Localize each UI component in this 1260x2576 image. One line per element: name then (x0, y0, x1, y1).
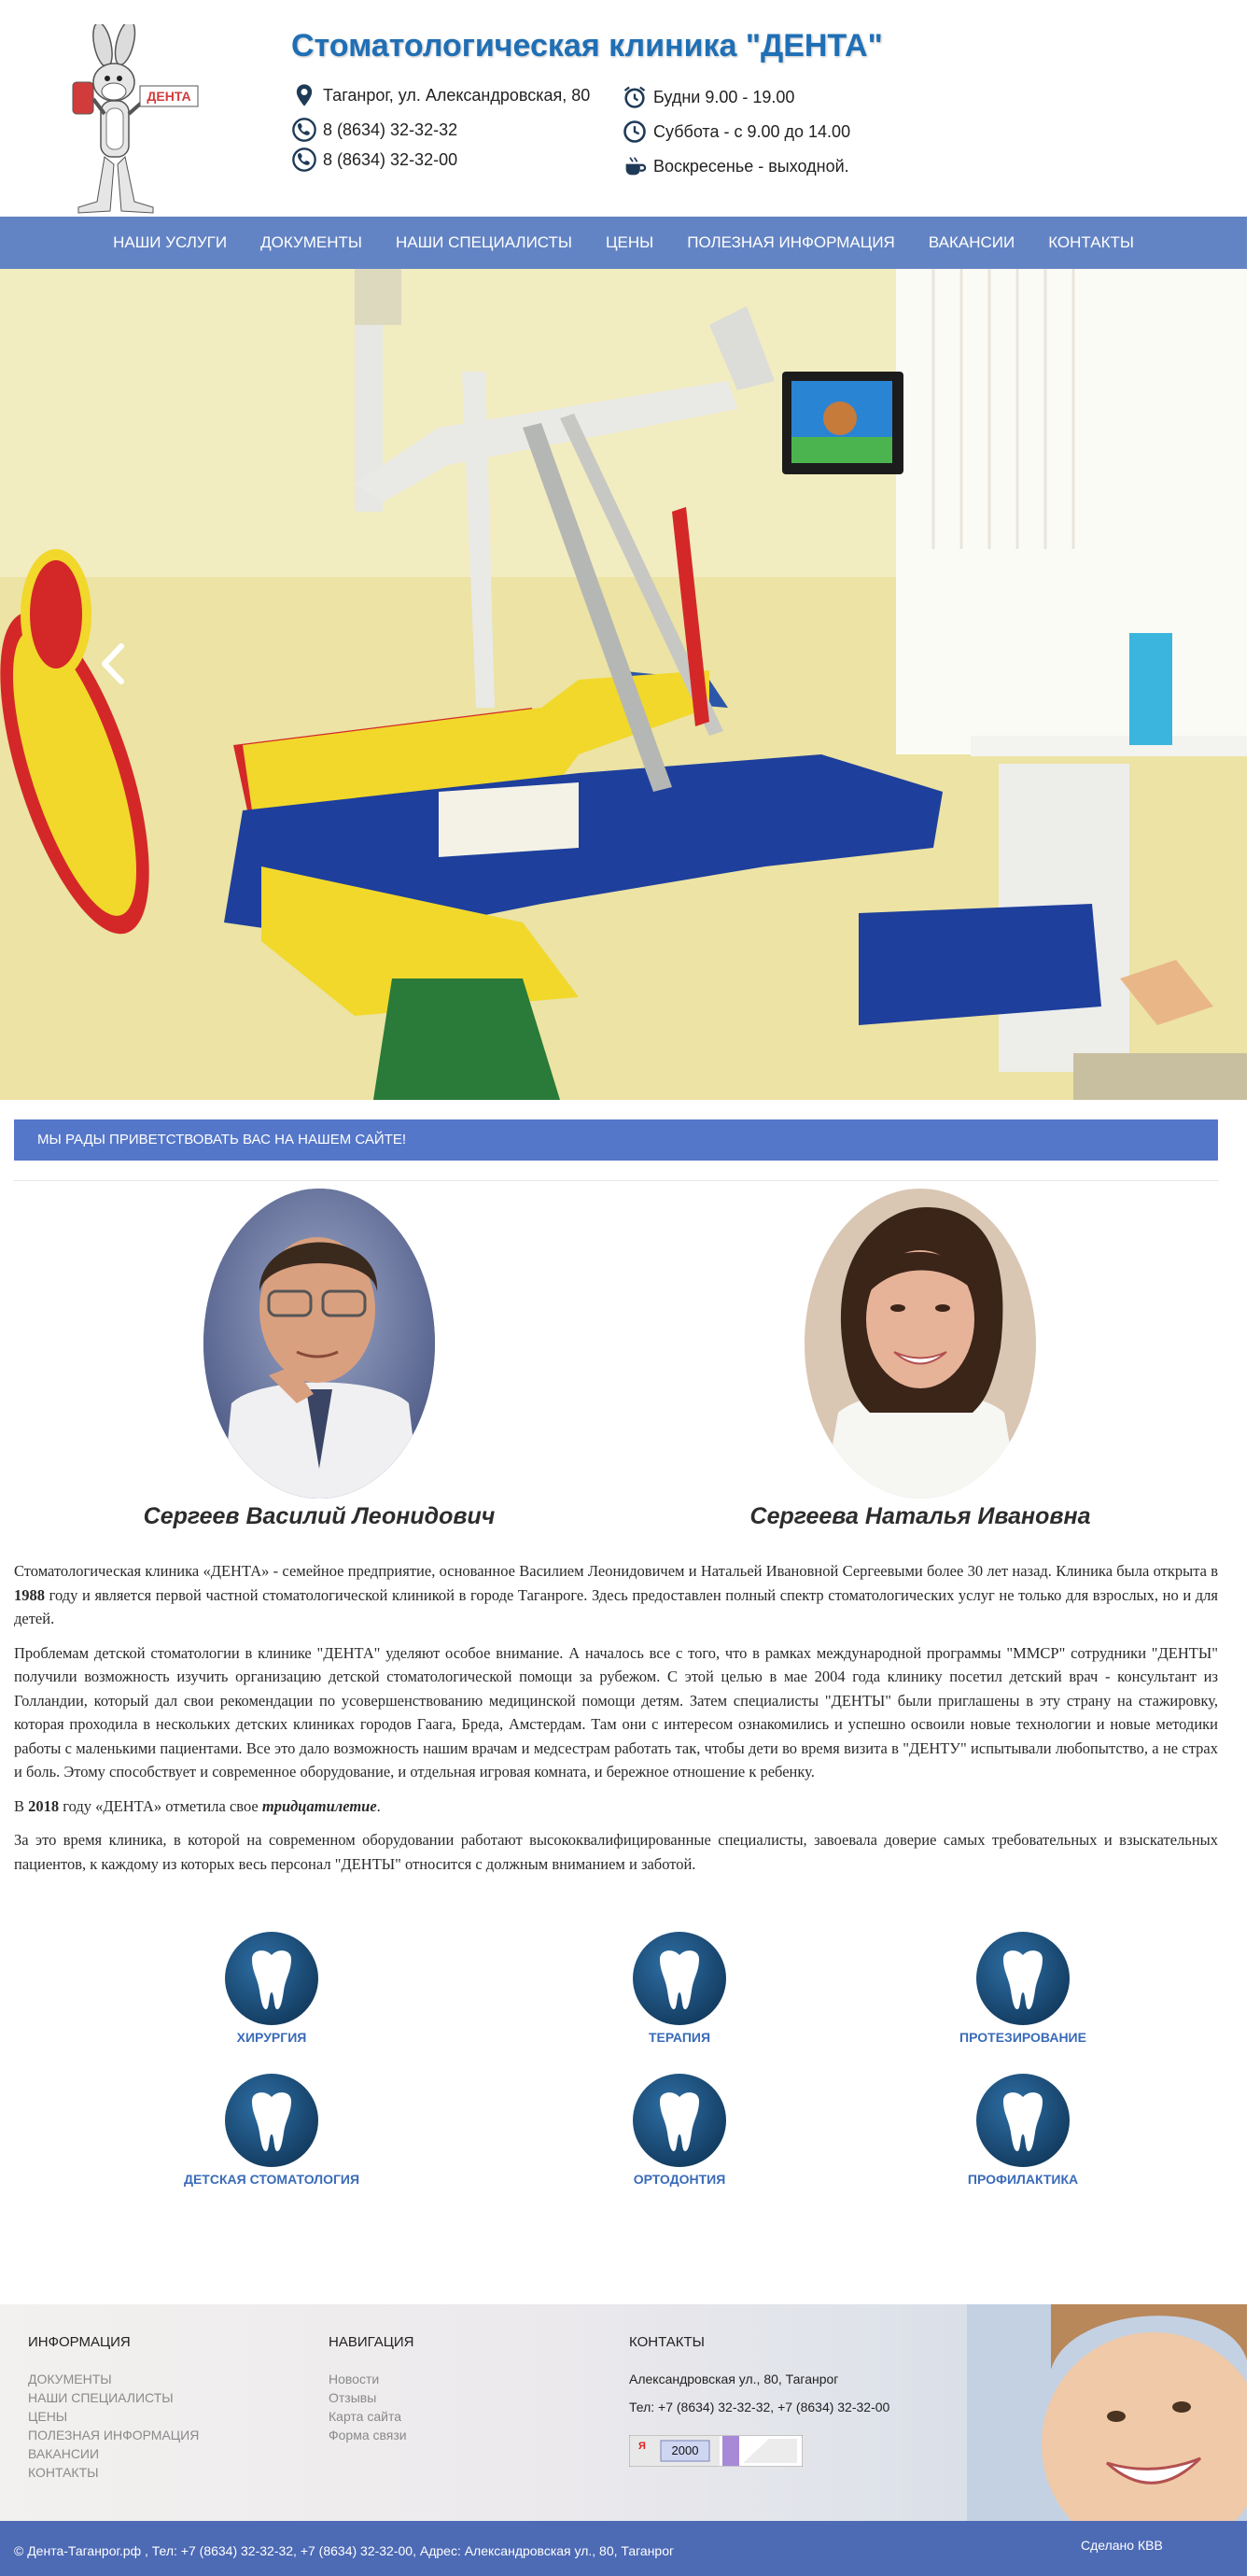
phone-icon (291, 147, 317, 173)
footer-phones: Тел: +7 (8634) 32-32-32, +7 (8634) 32-32-00 (629, 2400, 890, 2414)
service-orthodontics[interactable] (558, 2073, 801, 2187)
founder-portrait-male (203, 1189, 435, 1499)
footer-contacts-heading: КОНТАКТЫ (629, 2334, 705, 2350)
footer-link-reviews[interactable]: Отзывы (329, 2390, 377, 2405)
site-title: Стоматологическая клиника "ДЕНТА" (291, 28, 883, 63)
coffee-cup-icon (622, 153, 648, 179)
footer-link-contact-form[interactable]: Форма связи (329, 2428, 407, 2442)
svg-text:ДЕНТА: ДЕНТА (147, 89, 191, 104)
tooth-icon (632, 1931, 727, 2026)
tooth-icon (975, 2073, 1071, 2168)
header (0, 0, 1260, 217)
divider (14, 1180, 1218, 1181)
footer-address: Александровская ул., 80, Таганрог (629, 2372, 839, 2386)
footer-child-photo (967, 2304, 1247, 2521)
footer-nav-heading: НАВИГАЦИЯ (329, 2334, 414, 2350)
hours-saturday-text: Суббота - с 9.00 до 14.00 (653, 121, 851, 141)
about-paragraph-4: За это время клиника, в которой на современном оборудовании работают высококвалифицированные специалисты, завоевала доверие самых требовательных и взыскательных пациентов, к каждому из которых весь персонал "ДЕНТЫ" относится с должным вниманием и заботой. (14, 1831, 1218, 1873)
hours-weekdays-text: Будни 9.00 - 19.00 (653, 87, 795, 106)
service-surgery[interactable] (150, 1931, 393, 2045)
hours-saturday-row (622, 119, 850, 145)
nav-item-documents[interactable]: ДОКУМЕНТЫ (260, 233, 362, 251)
footer (0, 2304, 1247, 2521)
nav-item-useful-info[interactable]: ПОЛЕЗНАЯ ИНФОРМАЦИЯ (687, 233, 895, 251)
service-prevention[interactable] (902, 2073, 1144, 2187)
about-text (14, 1559, 1218, 1886)
tooth-icon (632, 2073, 727, 2168)
location-pin-icon (291, 82, 317, 108)
alarm-clock-icon (622, 84, 648, 110)
founder-portrait-female (805, 1189, 1036, 1499)
footer-link-documents[interactable]: ДОКУМЕНТЫ (28, 2372, 112, 2386)
footer-link-specialists[interactable]: НАШИ СПЕЦИАЛИСТЫ (28, 2390, 174, 2405)
svg-text:Я: Я (638, 2441, 646, 2452)
hero-image-dental-room (0, 269, 1247, 1100)
nav-item-services[interactable]: НАШИ УСЛУГИ (113, 233, 228, 251)
founder-photo-1 (203, 1189, 435, 1499)
service-label[interactable]: ХИРУРГИЯ (236, 2030, 307, 2045)
footer-info-heading: ИНФОРМАЦИЯ (28, 2334, 131, 2350)
about-paragraph-1: Стоматологическая клиника «ДЕНТА» - семейное предприятие, основанное Василием Леонидовичем и Натальей Ивановной Сергеевыми более 30 лет назад. Клиника была открыта в 1988 году и является первой частной стоматологической клиникой в городе Таганроге. Здесь предоставлен полный спектр стоматологических услуг не только для взрослых, но и для детей. (14, 1562, 1218, 1627)
service-label[interactable]: ДЕТСКАЯ СТОМАТОЛОГИЯ (183, 2172, 360, 2187)
tooth-icon (224, 2073, 319, 2168)
address-row (291, 82, 590, 108)
nav-item-vacancies[interactable]: ВАКАНСИИ (928, 233, 1015, 251)
footer-link-useful-info[interactable]: ПОЛЕЗНАЯ ИНФОРМАЦИЯ (28, 2428, 200, 2442)
service-label[interactable]: ПРОФИЛАКТИКА (967, 2172, 1079, 2187)
founder-name-2: Сергеева Наталья Ивановна (749, 1503, 1091, 1529)
slider-prev-arrow-icon[interactable] (95, 640, 133, 687)
logo-bunny-icon[interactable] (56, 24, 205, 216)
footer-link-vacancies[interactable]: ВАКАНСИИ (28, 2446, 100, 2461)
about-paragraph-3: В 2018 году «ДЕНТА» отметила свое тридцатилетие. (14, 1796, 381, 1815)
nav-item-specialists[interactable]: НАШИ СПЕЦИАЛИСТЫ (395, 233, 572, 251)
tooth-icon (975, 1931, 1071, 2026)
svg-text:2000: 2000 (671, 2443, 699, 2457)
clock-icon (622, 119, 648, 145)
footer-link-prices[interactable]: ЦЕНЫ (28, 2409, 68, 2424)
phone-text-1[interactable]: 8 (8634) 32-32-32 (323, 120, 458, 139)
phone-row-2[interactable] (291, 147, 457, 173)
service-kids-dentistry[interactable] (150, 2073, 393, 2187)
copyright-text: © Дента-Таганрог.рф , Тел: +7 (8634) 32-32-32, +7 (8634) 32-32-00, Адрес: Александровская ул., 80, Таганрог (14, 2543, 675, 2558)
footer-link-news[interactable]: Новости (329, 2372, 380, 2386)
founder-photo-2 (805, 1189, 1036, 1499)
service-label[interactable]: ПРОТЕЗИРОВАНИЕ (959, 2030, 1086, 2045)
hero-slider (0, 269, 1247, 1100)
tooth-icon (224, 1931, 319, 2026)
visit-counter-widget[interactable] (629, 2435, 803, 2467)
footer-link-contacts[interactable]: КОНТАКТЫ (28, 2465, 99, 2480)
service-label[interactable]: ТЕРАПИЯ (648, 2030, 711, 2045)
main-nav (0, 217, 1247, 269)
welcome-banner: МЫ РАДЫ ПРИВЕТСТВОВАТЬ ВАС НА НАШЕМ САЙТЕ! (14, 1119, 1218, 1161)
about-paragraph-2: Проблемам детской стоматологии в клинике "ДЕНТА" уделяют особое внимание. А началось все с того, что в рамках международной программы "ММСР" сотрудники "ДЕНТЫ" получили возможность изучить организацию детской стоматологической помощи за рубежом. С этой целью в мае 2004 года клинику посетил детский врач - консультант из Голландии, который дал свои рекомендации по усовершенствованию медицинской помощи детям. Затем специалисты "ДЕНТЫ" были приглашены в эту страну на стажировку, которая проходила в нескольких детских клиниках городов Гаага, Бреда, Амстердам. Там они с интересом ознакомились и успешно освоили новые технологии и новые методики работы с маленькими пациентами. Все это дало возможность нашим врачам и медсестрам работать так, чтобы дети во время визита в "ДЕНТУ" испытывали любопытство, а не страх и боль. Этому способствует и современное оборудование, и отдельная игровая комната, и бережное отношение к ребенку. (14, 1643, 1218, 1781)
nav-item-contacts[interactable]: КОНТАКТЫ (1048, 233, 1134, 251)
address-text: Таганрог, ул. Александровская, 80 (323, 85, 591, 105)
nav-item-prices[interactable]: ЦЕНЫ (605, 233, 654, 251)
service-prosthetics[interactable] (902, 1931, 1144, 2045)
service-label[interactable]: ОРТОДОНТИЯ (633, 2172, 726, 2187)
phone-icon (291, 117, 317, 143)
service-therapy[interactable] (558, 1931, 801, 2045)
phone-row-1[interactable] (291, 117, 457, 143)
footer-link-sitemap[interactable]: Карта сайта (329, 2409, 401, 2424)
bottom-bar (0, 2521, 1247, 2576)
phone-text-2[interactable]: 8 (8634) 32-32-00 (323, 149, 458, 169)
hours-sunday-row (622, 153, 849, 179)
founder-name-1: Сергеев Василий Леонидович (143, 1503, 496, 1529)
made-by-link[interactable]: Сделано КВВ (1081, 2538, 1163, 2553)
hours-sunday-text: Воскресенье - выходной. (653, 156, 849, 176)
hours-weekdays-row (622, 84, 794, 110)
